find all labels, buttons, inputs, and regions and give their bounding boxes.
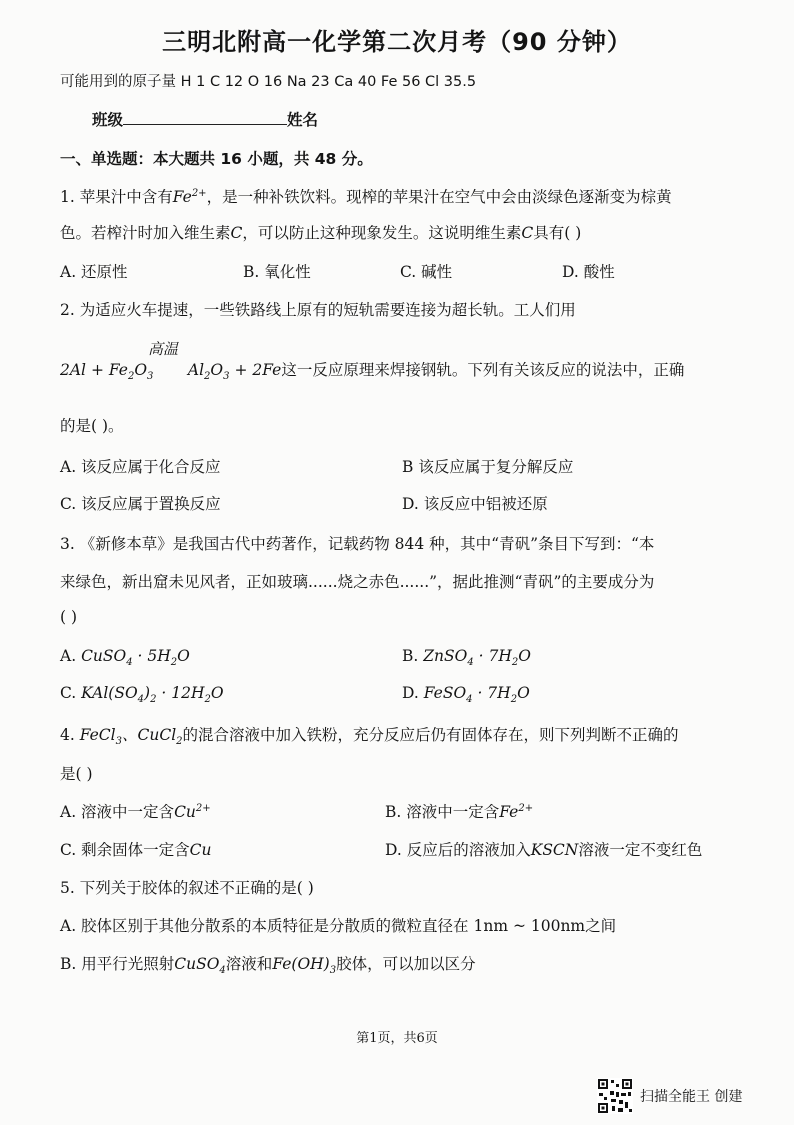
- q1-option-d: D. 酸性: [562, 263, 615, 281]
- class-label: 班级: [92, 110, 124, 129]
- reaction-condition: 高温: [148, 340, 179, 358]
- q1-option-c: C. 碱性: [400, 263, 453, 281]
- q3-line3: ( ): [60, 608, 78, 626]
- q1-option-b: B. 氧化性: [243, 263, 311, 281]
- option-letter: A.: [60, 647, 77, 665]
- q5-text: B. 用平行光照射: [60, 955, 175, 973]
- q2-option-c: C. 该反应属于置换反应: [60, 495, 221, 513]
- q5-option-a: A. 胶体区别于其他分散系的本质特征是分散质的微粒直径在 1nm ~ 100nm之间: [60, 917, 617, 935]
- q2-line1: 2. 为适应火车提速，一些铁路线上原有的短轨需要连接为超长轨。工人们用: [60, 301, 576, 319]
- q5-text: 溶液和: [225, 955, 273, 973]
- formula-znso4: ZnSO$_4$ · $7H_2O$: [423, 647, 531, 669]
- formula-cuso4: CuSO$_4$: [174, 955, 226, 977]
- q4-option-a: [60, 800, 211, 822]
- atomic-masses: 可能用到的原子量 H 1 C 12 O 16 Na 23 Ca 40 Fe 56 Cl 35.5: [60, 74, 477, 90]
- formula-cuso4: CuSO$_4$ · $5H_2O$: [81, 647, 190, 669]
- q1-line2: [60, 221, 581, 243]
- page-number: 第1页，共6页: [356, 1031, 438, 1046]
- class-name-row: [92, 108, 318, 130]
- class-blank: [123, 110, 287, 125]
- q2-option-b: B 该反应属于复分解反应: [402, 458, 574, 476]
- q4-line1: [60, 723, 679, 747]
- reaction-equation: $2Al + Fe_2O_3$ $Al_2O_3 + 2Fe$: [60, 361, 282, 383]
- q1-text: 1. 苹果汁中含有: [60, 188, 173, 206]
- q1-line1: [60, 185, 672, 207]
- formula-fe2: $Fe^{2+}$: [172, 187, 207, 206]
- section-heading: 一、单选题：本大题共 16 小题，共 48 分。: [60, 150, 373, 168]
- formula-alum: $KAl(SO_4)_2 \cdot 12H_2O$: [81, 684, 224, 706]
- q1-option-a: A. 还原性: [60, 263, 128, 281]
- option-text: B. 溶液中一定含: [385, 803, 500, 821]
- q5-line1: 5. 下列关于胶体的叙述不正确的是( ): [60, 879, 314, 897]
- scanner-watermark: 扫描全能王 创建: [640, 1089, 743, 1105]
- q4-text: 4.: [60, 726, 80, 744]
- formula-c: C: [521, 224, 534, 242]
- q4-line2: 是( ): [60, 765, 93, 783]
- name-label: 姓名: [287, 110, 319, 129]
- q1-text: 色。若榨汁时加入维生素: [60, 224, 231, 242]
- q3-line1: 3. 《新修本草》是我国古代中药著作，记载药物 844 种，其中“青矾”条目下写到：“本: [60, 535, 655, 553]
- formula-kscn: KSCN: [530, 841, 579, 859]
- q5-option-b: [60, 952, 476, 976]
- formula-cu: Cu: [189, 841, 212, 859]
- q2-text: 这一反应原理来焊接钢轨。下列有关该反应的说法中，正确: [281, 361, 685, 379]
- option-text: 溶液一定不变红色: [578, 841, 703, 859]
- option-text: C. 剩余固体一定含: [60, 841, 190, 859]
- q5-text: 胶体，可以加以区分: [336, 955, 476, 973]
- q2-line3: 的是( )。: [60, 417, 124, 435]
- q4-option-c: [60, 838, 212, 860]
- option-letter: C.: [60, 684, 77, 702]
- formula-fe2: $Fe^{2+}$: [499, 802, 534, 821]
- formula-fecl3-cucl2: FeCl$_3$、CuCl$_2$: [79, 726, 183, 748]
- q1-text: ，是一种补铁饮料。现榨的苹果汁在空气中会由淡绿色逐渐变为棕黄: [206, 188, 672, 206]
- option-letter: B.: [402, 647, 419, 665]
- formula-cu2: $Cu^{2+}$: [174, 802, 211, 821]
- formula-feso4: FeSO$_4$ · $7H_2O$: [423, 684, 530, 706]
- q4-option-b: [385, 800, 533, 822]
- q2-option-d: D. 该反应中铝被还原: [402, 495, 548, 513]
- option-letter: D.: [402, 684, 419, 702]
- q2-line2: [60, 358, 684, 382]
- formula-feoh3: $Fe(OH)_3$: [272, 955, 337, 977]
- qr-code-icon: [597, 1078, 633, 1114]
- q3-option-d: [402, 684, 530, 705]
- q3-option-c: [60, 684, 224, 705]
- q1-text: 具有( ): [533, 224, 582, 242]
- option-text: A. 溶液中一定含: [60, 803, 175, 821]
- q4-text: 的混合溶液中加入铁粉，充分反应后仍有固体存在，则下列判断不正确的: [182, 726, 679, 744]
- q3-option-b: [402, 647, 531, 668]
- option-text: D. 反应后的溶液加入: [385, 841, 531, 859]
- q4-option-d: [385, 838, 702, 860]
- formula-c: C: [230, 224, 243, 242]
- exam-title: 三明北附高一化学第二次月考（90 分钟）: [162, 28, 632, 56]
- q2-option-a: A. 该反应属于化合反应: [60, 458, 221, 476]
- q1-text: ，可以防止这种现象发生。这说明维生素: [242, 224, 522, 242]
- q3-option-a: [60, 647, 190, 668]
- q3-line2: 来绿色，新出窟未见风者，正如玻璃......烧之赤色......”，据此推测“青矾”的主要成分为: [60, 573, 655, 591]
